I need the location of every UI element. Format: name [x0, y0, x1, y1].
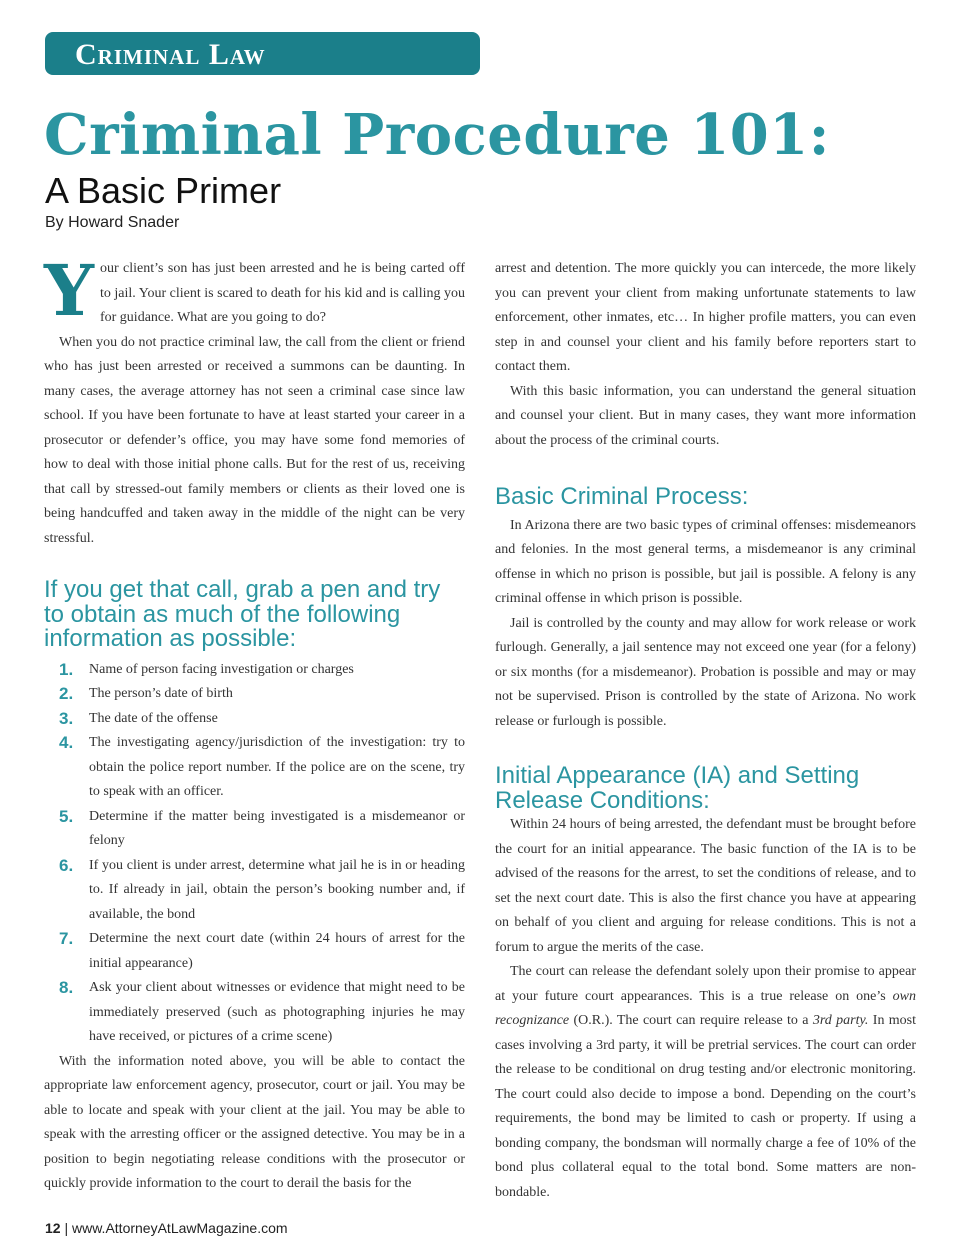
section-label: Criminal Law	[75, 38, 266, 71]
text-run: The court can release the defendant solely upon their promise to appear at your future court appearances. This is a true release on one’s	[495, 964, 916, 1004]
list-text: If you client is under arrest, determine what jail he is in or heading to. If already in jail, obtain the person’s booking number and, if available, the bond	[89, 857, 465, 922]
list-item	[44, 707, 465, 732]
list-number: 5.	[59, 806, 74, 826]
list-number: 7.	[59, 929, 74, 948]
paragraph: arrest and detention. The more quickly you can intercede, the more likely you can prevent your client from making unfortunate statements to law enforcement, other inmates, etc… In higher profile matters, you can even step in and counsel your client and his family before reporters start to contact them.	[495, 261, 916, 374]
info-checklist	[44, 658, 465, 1050]
list-text: Ask your client about witnesses or evidence that might need to be immediately preserved (such as photographing injuries he may have received, or pictures of a crime scene)	[89, 980, 465, 1044]
intro-paragraph	[44, 249, 465, 332]
list-text: The date of the offense	[89, 710, 218, 726]
footer-separator: |	[64, 1220, 69, 1236]
italic-term: own recognizance	[495, 988, 916, 1028]
page-footer	[45, 1220, 288, 1236]
list-item	[44, 976, 465, 1050]
page-number: 12	[45, 1220, 61, 1236]
intro-text: our client’s son has just been arrested and he is being carted off to jail. Your client is scared to death for his kid and is calling you for guidance. What are you going to do?	[99, 261, 465, 325]
article-subtitle: A Basic Primer	[45, 170, 282, 211]
list-item	[44, 731, 465, 805]
list-item	[44, 682, 465, 707]
list-number: 1.	[59, 659, 74, 679]
list-item	[44, 854, 465, 928]
left-column	[44, 249, 465, 1197]
section-heading: Initial Appearance (IA) and Setting Release Conditions:	[495, 762, 860, 814]
list-number: 3.	[59, 708, 74, 728]
list-text: Determine the next court date (within 24 hours of arrest for the initial appearance)	[89, 931, 465, 971]
section-banner	[45, 32, 480, 75]
right-column	[495, 257, 916, 1205]
paragraph: Within 24 hours of being arrested, the defendant must be brought before the court for an initial appearance. The basic function of the IA is to be advised of the reasons for the arrest, to set the conditions of release, and to set the next court date. This is also the first chance you have at appearing on behalf of you client and arguing for release conditions. This is not a forum to argue the merits of the case.	[495, 817, 916, 955]
list-number: 4.	[59, 733, 74, 752]
text-run: (O.R.). The court can require release to a	[573, 1013, 809, 1028]
list-text: Determine if the matter being investigated is a misdemeanor or felony	[89, 808, 465, 848]
paragraph: Jail is controlled by the county and may allow for work release or work furlough. Generally, a jail sentence may not exceed one year (for a felony) or six months (for a misdemeanor). Probation is possible and may or may not be supervised. Prison is controlled by the state of Arizona. No work release or furlough is possible.	[495, 615, 916, 729]
text-run: In most cases involving a 3rd party, it will be pretrial services. The court can order the release to be conditional on drug testing and/or electronic monitoring. The court could also decide to impose a bond. Depending on the court’s requirements, the bond may be limited to cash or property. If using a bonding company, the bondsman will normally charge a fee of 10% of the bond plus collateral equal to the total bond. Some matters are non-bondable.	[495, 1013, 917, 1200]
list-item	[44, 927, 465, 976]
drop-cap: Y	[44, 249, 94, 332]
paragraph: With this basic information, you can understand the general situation and counsel your client. But in many cases, they want more information about the process of the criminal courts.	[495, 383, 916, 448]
list-text: The person’s date of birth	[89, 686, 233, 701]
website-link[interactable]: www.AttorneyAtLawMagazine.com	[72, 1220, 288, 1236]
byline: By Howard Snader	[45, 214, 180, 231]
list-item	[44, 805, 465, 854]
list-number: 2.	[59, 684, 74, 703]
list-number: 8.	[59, 978, 74, 997]
list-text: Name of person facing investigation or charges	[89, 661, 354, 677]
paragraph: In Arizona there are two basic types of criminal offenses: misdemeanors and felonies. In the most general terms, a misdemeanor is any criminal offense in which no prison is possible, but jail is possible. A felony is any criminal offense in which prison is possible.	[495, 517, 916, 606]
list-text: The investigating agency/jurisdiction of the investigation: try to obtain the police report number. If the police are on the scene, try to speak with an officer.	[89, 735, 465, 799]
article-title: Criminal Procedure 101:	[44, 102, 830, 168]
section-heading: Basic Criminal Process:	[495, 483, 749, 510]
section-heading: If you get that call, grab a pen and try to obtain as much of the following information as possible:	[44, 576, 441, 652]
paragraph: With the information noted above, you will be able to contact the appropriate law enforcement agency, prosecutor, court or jail. You may be able to locate and speak with your client at the jail. You may be able to speak with the arresting officer or the assigned detective. You may be in a position to begin negotiating release conditions with the prosecutor or quickly provide information to the court to derail the basis for the	[44, 1053, 465, 1191]
italic-term: 3rd party.	[812, 1013, 869, 1028]
list-number: 6.	[59, 855, 74, 875]
paragraph	[495, 960, 916, 1205]
list-item	[44, 658, 465, 683]
paragraph: When you do not practice criminal law, the call from the client or friend who has just been arrested or received a summons can be daunting. In many cases, the average attorney has not seen a criminal case since law school. If you have been fortunate to have at least started your career in a prosecutor or defender’s office, you may have some fond memories of how to deal with those initial phone calls. But for the rest of us, receiving that call by stressed-out family members or clients as their loved one is being handcuffed and taken away in the middle of the night can be very stressful.	[44, 334, 465, 546]
